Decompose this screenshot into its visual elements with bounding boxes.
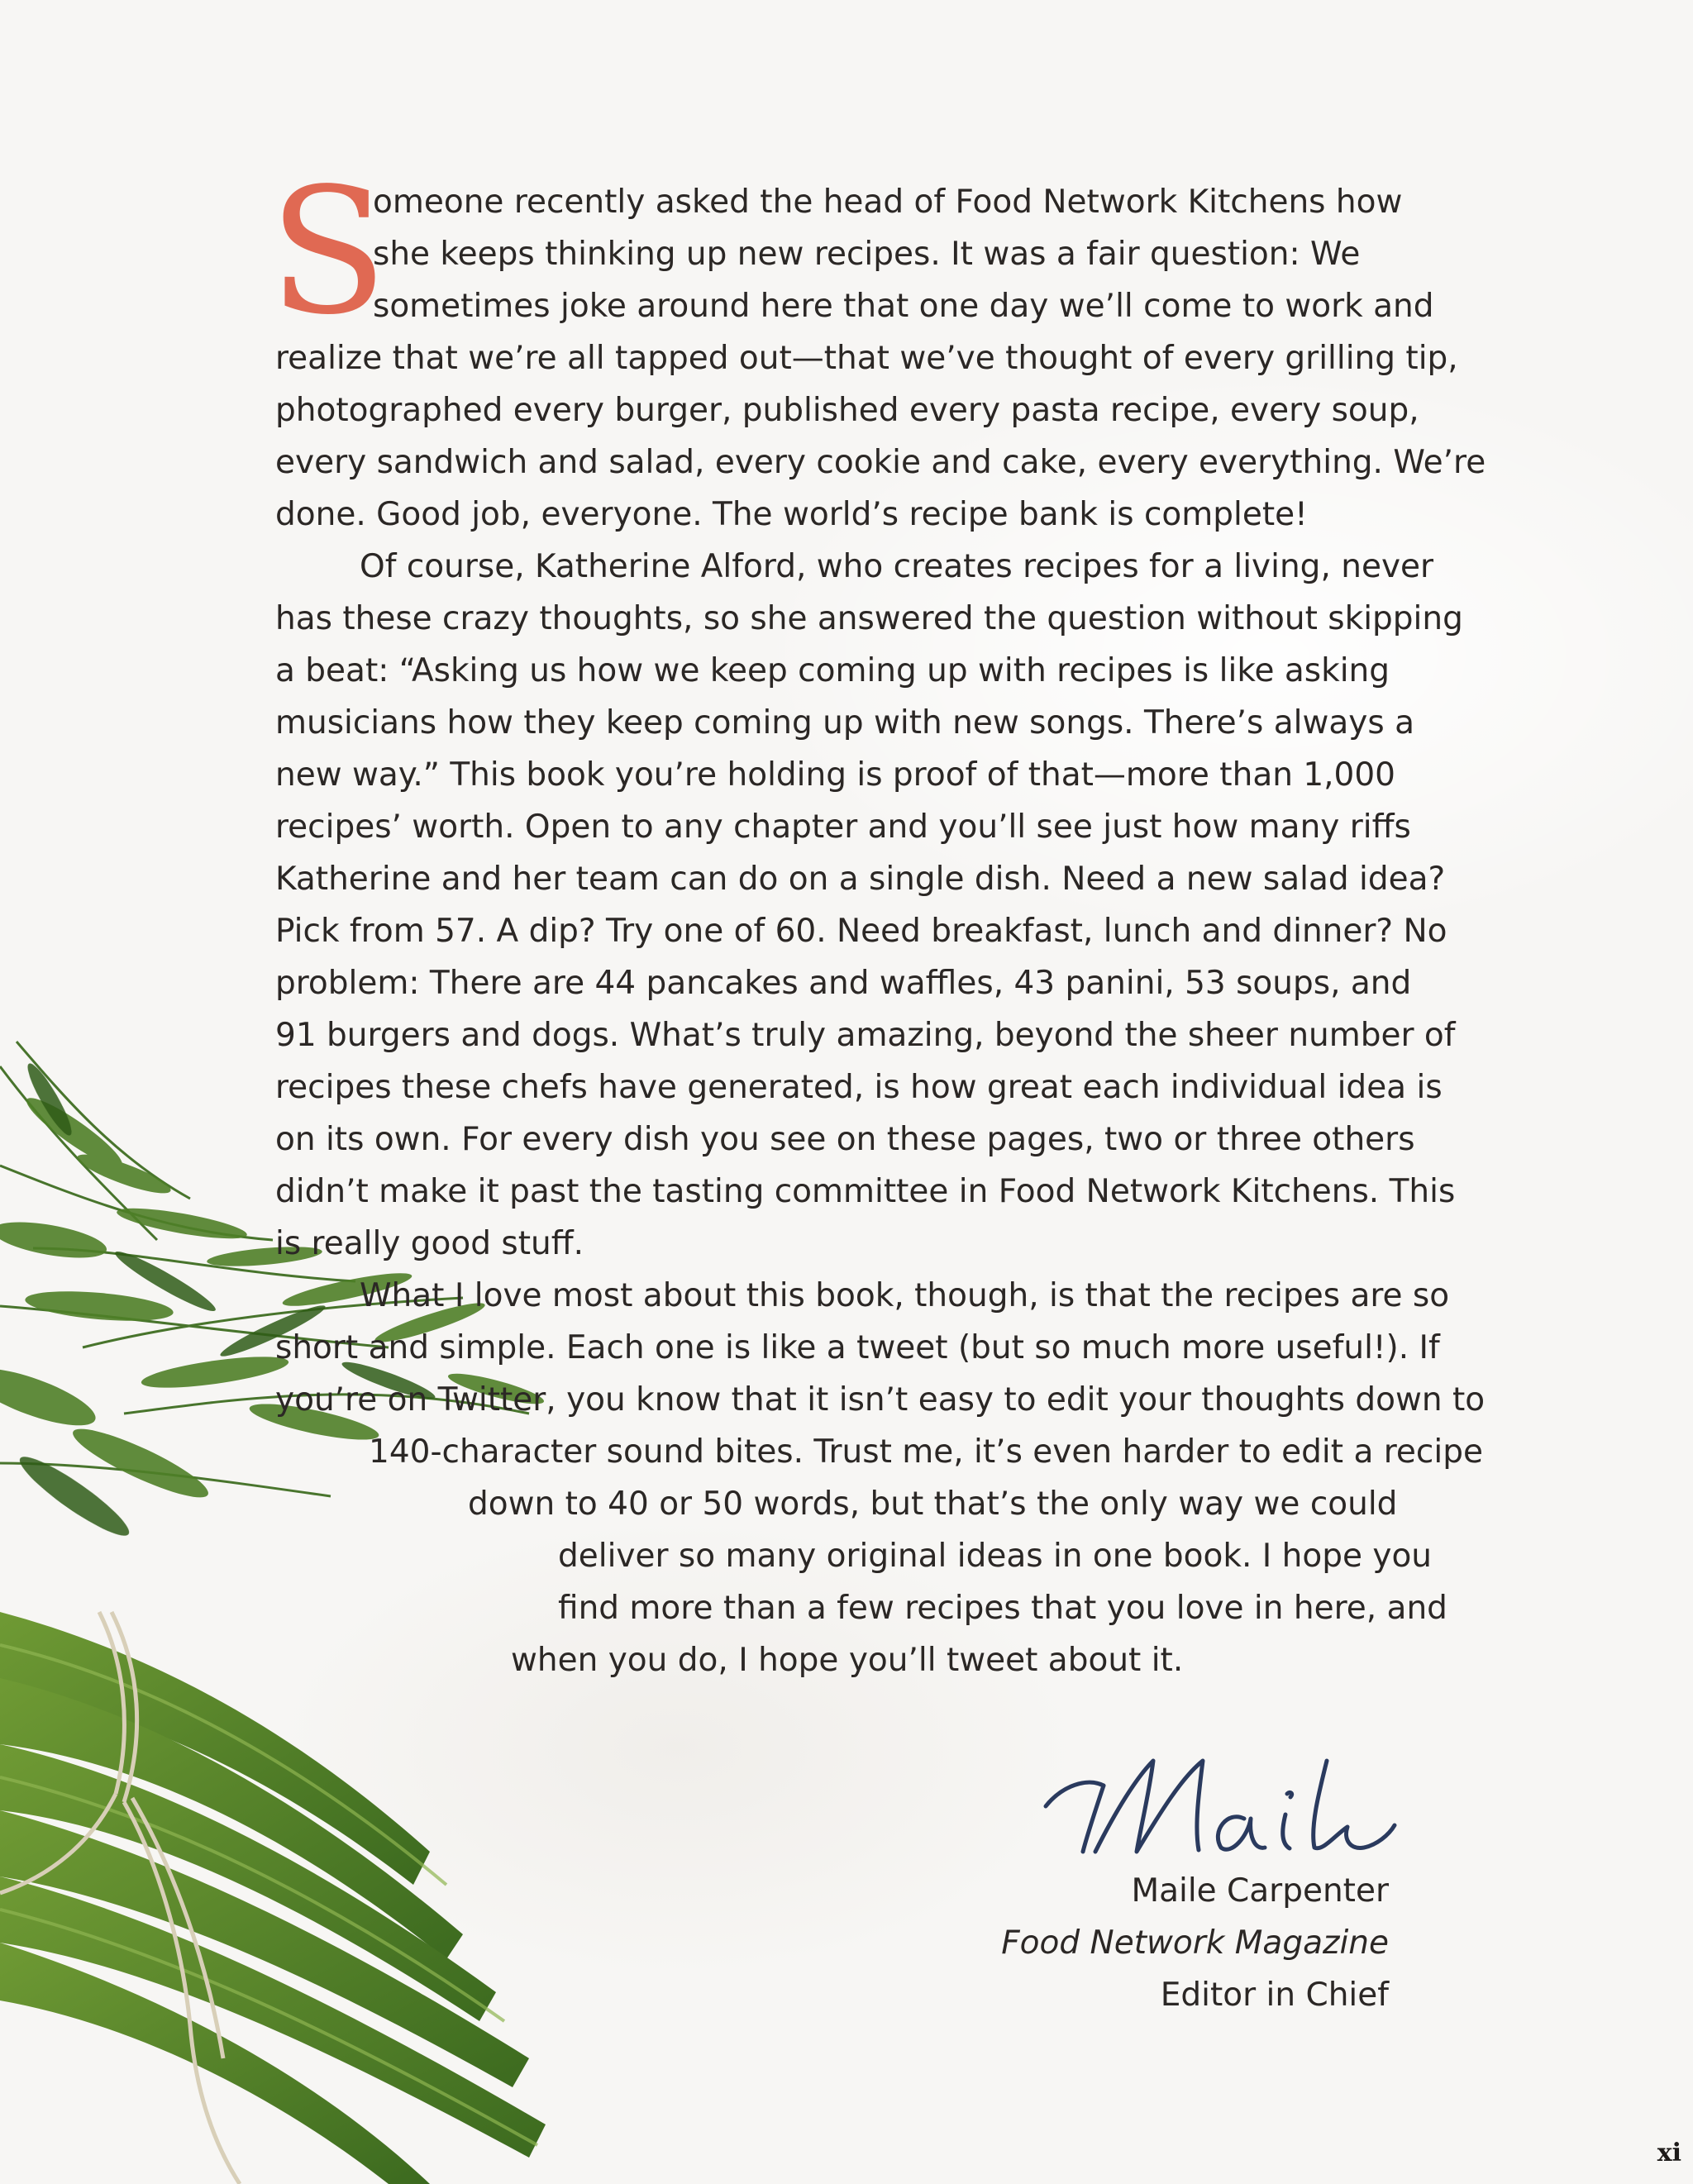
text-line: when you do, I hope you’ll tweet about it. bbox=[511, 1642, 1184, 1679]
text-line: is really good stuff. bbox=[275, 1225, 584, 1262]
page-number: xi bbox=[1657, 2139, 1681, 2167]
author-name: Maile Carpenter bbox=[1131, 1872, 1389, 1910]
text-line: problem: There are 44 pancakes and waffles, 43 panini, 53 soups, and bbox=[275, 965, 1412, 1002]
text-line: you’re on Twitter, you know that it isn’t easy to edit your thoughts down to bbox=[275, 1381, 1486, 1419]
text-line: a beat: “Asking us how we keep coming up with recipes is like asking bbox=[275, 652, 1390, 689]
handwritten-signature bbox=[1037, 1728, 1401, 1868]
author-publication: Food Network Magazine bbox=[1001, 1924, 1389, 1962]
text-line: omeone recently asked the head of Food Network Kitchens how bbox=[373, 184, 1403, 221]
text-line: on its own. For every dish you see on these pages, two or three others bbox=[275, 1121, 1415, 1158]
text-line: photographed every burger, published every pasta recipe, every soup, bbox=[275, 392, 1419, 429]
text-line: has these crazy thoughts, so she answered the question without skipping bbox=[275, 600, 1463, 637]
text-line: short and simple. Each one is like a tweet (but so much more useful!). If bbox=[275, 1329, 1440, 1366]
text-line: recipes’ worth. Open to any chapter and you’ll see just how many riffs bbox=[275, 808, 1411, 846]
text-line: Of course, Katherine Alford, who creates recipes for a living, never bbox=[360, 548, 1434, 585]
text-line: find more than a few recipes that you love in here, and bbox=[558, 1590, 1447, 1627]
text-line: she keeps thinking up new recipes. It was a fair question: We bbox=[373, 236, 1361, 273]
text-line: didn’t make it past the tasting committee in Food Network Kitchens. This bbox=[275, 1173, 1456, 1210]
text-line: What I love most about this book, though, is that the recipes are so bbox=[360, 1277, 1450, 1314]
text-line: musicians how they keep coming up with new songs. There’s always a bbox=[275, 704, 1414, 742]
text-line: Pick from 57. A dip? Try one of 60. Need breakfast, lunch and dinner? No bbox=[275, 913, 1447, 950]
text-line: new way.” This book you’re holding is proof of that—more than 1,000 bbox=[275, 756, 1395, 794]
author-title: Editor in Chief bbox=[1160, 1977, 1389, 2014]
text-line: recipes these chefs have generated, is how great each individual idea is bbox=[275, 1069, 1443, 1106]
text-line: 91 burgers and dogs. What’s truly amazing, beyond the sheer number of bbox=[275, 1017, 1456, 1054]
text-line: deliver so many original ideas in one book. I hope you bbox=[558, 1538, 1433, 1575]
text-line: sometimes joke around here that one day we’ll come to work and bbox=[373, 288, 1434, 325]
text-line: down to 40 or 50 words, but that’s the only way we could bbox=[468, 1485, 1398, 1523]
text-line: 140-character sound bites. Trust me, it’s even harder to edit a recipe bbox=[369, 1433, 1483, 1471]
text-line: Katherine and her team can do on a single dish. Need a new salad idea? bbox=[275, 861, 1446, 898]
text-line: realize that we’re all tapped out—that we’ve thought of every grilling tip, bbox=[275, 340, 1458, 377]
text-line: done. Good job, everyone. The world’s recipe bank is complete! bbox=[275, 496, 1308, 533]
drop-cap-letter: S bbox=[269, 150, 388, 353]
text-line: every sandwich and salad, every cookie and cake, every everything. We’re bbox=[275, 444, 1486, 481]
